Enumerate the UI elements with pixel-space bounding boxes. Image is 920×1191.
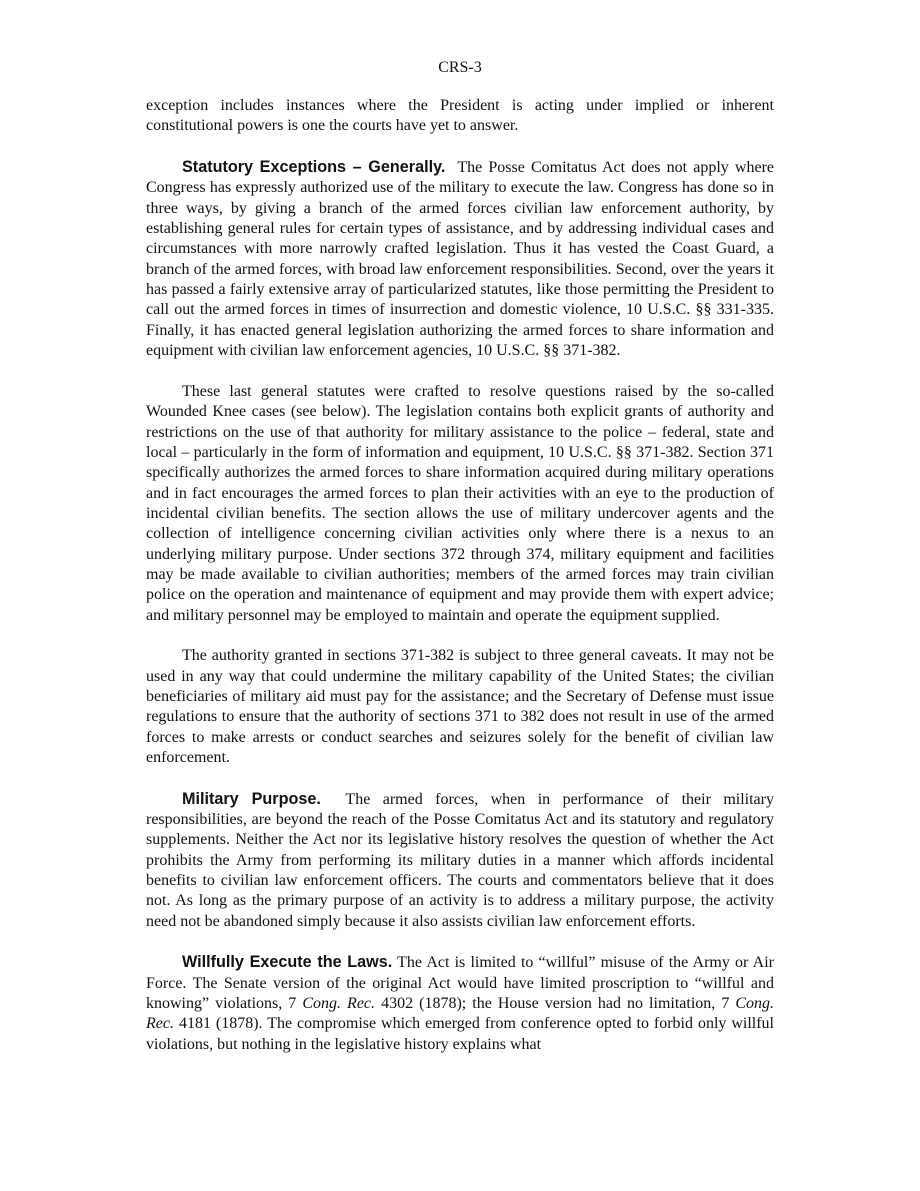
paragraph-text: exception includes instances where the President is acting under implied or inherent constitutional powers is one the courts have yet to answer. [146,97,774,135]
section-heading-willfully-execute: Willfully Execute the Laws. [182,953,393,972]
paragraph-text: 4181 (1878). The compromise which emerged from conference opted to forbid only willful violations, but nothing in the legislative history explains what [146,1015,774,1053]
paragraph-text: These last general statutes were crafted to resolve questions raised by the so-called Wounded Knee cases (see below). The legislation contains both explicit grants of authority and restrictions on the use of that authority for military assistance to the police – federal, state and local – particularly in the form of information and equipment, 10 U.S.C. §§ 371-382. Section 371 specifically authorizes the armed forces to share information acquired during military operations and in fact encourages the armed forces to plan their activities with an eye to the production of incidental civilian benefits. The section allows the use of military undercover agents and the collection of intelligence concerning civilian activities only where there is a nexus to an underlying military purpose. Under sections 372 through 374, military equipment and facilities may be made available to civilian authorities; members of the armed forces may train civilian police on the operation and maintenance of equipment and may provide them with expert advice; and military personnel may be employed to maintain and operate the equipment supplied. [146,382,774,624]
paragraph-text: 4302 (1878); the House version had no limitation, 7 [381,995,730,1013]
section-heading-statutory-exceptions: Statutory Exceptions – Generally. [182,158,446,177]
document-body [146,96,774,1076]
paragraph-text: The armed forces, when in performance of their military responsibilities, are beyond the reach of the Posse Comitatus Act and its statutory and regulatory supplements. Neither the Act nor its legislative history resolves the question of whether the Act prohibits the Army from performing its military duties in a manner which affords incidental benefits to civilian law enforcement officers. The courts and commentators believe that it does not. As long as the primary purpose of an activity is to address a military purpose, the activity need not be abandoned simply because it also assists civilian law enforcement efforts. [146,790,774,930]
paragraph-general-statutes [146,382,774,626]
paragraph-text: The authority granted in sections 371-382 is subject to three general caveats. It may not be used in any way that could undermine the military capability of the United States; the civilian beneficiaries of military aid must pay for the assistance; and the Secretary of Defense must issue regulations to ensure that the authority of sections 371 to 382 does not result in use of the armed forces to make arrests or conduct searches and seizures solely for the benefit of civilian law enforcement. [146,647,774,766]
paragraph-text: The Act is limited to “willful” misuse of the Army or Air Force. The Senate version of the original Act would have limited proscription to “willful and knowing” violations, 7 [146,954,774,1013]
citation-congressional-record: Cong. Rec. [146,995,775,1033]
paragraph-continuation [146,96,774,137]
page-number: CRS-3 [438,59,482,76]
paragraph-text: The Posse Comitatus Act does not apply where Congress has expressly authorized use of the military to execute the law. Congress has done so in three ways, by giving a branch of the armed forces civilian law enforcement authority, by establishing general rules for certain types of assistance, and by addressing individual cases and circumstances with more narrowly crafted legislation. Thus it has vested the Coast Guard, a branch of the armed forces, with broad law enforcement responsibilities. Second, over the years it has passed a fairly extensive array of particularized statutes, like those permitting the President to call out the armed forces in times of insurrection and domestic violence, 10 U.S.C. §§ 331-335. Finally, it has enacted general legislation authorizing the armed forces to share information and equipment with civilian law enforcement agencies, 10 U.S.C. §§ 371-382. [146,159,775,360]
paragraph-caveats [146,646,774,768]
paragraph-statutory-exceptions [146,157,774,361]
paragraph-willfully-execute [146,952,774,1055]
page-header [146,58,774,78]
section-heading-military-purpose: Military Purpose. [182,789,321,808]
citation-congressional-record: Cong. Rec. [302,995,376,1013]
paragraph-military-purpose [146,789,774,932]
